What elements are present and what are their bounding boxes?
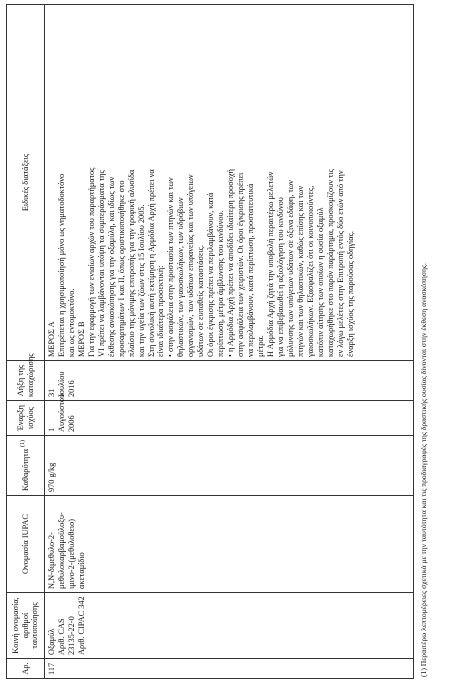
further-studies-line: εν λόγω μελέτες στην Επιτροπή εντός δύο ετών από την [335, 170, 345, 357]
start-line: Αυγούστου [56, 393, 66, 432]
cell-number: 117 [45, 659, 414, 679]
bullet-2-line: στην ασφάλεια των χειριστών. Οι όροι έγκρισης πρέπει [236, 172, 246, 357]
start-line: 2006 [66, 415, 76, 432]
further-studies-line: γαιοσκωλήκων. Εξασφαλίζει ότι οι κοινοποιούντες, [305, 185, 315, 357]
part-b-line: και την υγεία των ζώων στις 15 Ιουλίου 2005. [136, 204, 146, 357]
bullet-1-line: οργανισμών, των υδάτων επιφανείας και των υπόγειων [186, 174, 196, 357]
bullet-1-line: • στην ασφάλεια στην προστασία των πτηνών και των [166, 177, 176, 357]
further-studies-line: κατόπιν αίτησης των οποίων η ουσία οξαμύλ [315, 207, 325, 357]
cell-entry-into-force [45, 393, 414, 436]
cell-purity: 970 g/kg [45, 436, 414, 496]
header-expiry: Λήξη της καταχώρισης [7, 361, 45, 401]
expiry-line: 2016 [66, 380, 76, 397]
header-purity-footnote-mark: (1) [20, 439, 27, 447]
bullet-2-line: • η Αρμόδια Αρχή πρέπει να αποδίδει ιδιαίτερη προσοχή [226, 169, 236, 357]
bullet-1-line: θηλαστικών, των γαιοσκωλήκων, των υδρόβιων [176, 197, 186, 357]
header-entry-into-force: Έναρξη ισχύος [7, 401, 45, 436]
part-a-line: Επιτρέπεται η χρησιμοποίησή μόνο ως νηματοδοκτόνο [56, 173, 66, 357]
conditions-line: περίπτωση, μέτρα άμβλυνσης του κινδύνου. [216, 210, 226, 357]
part-a-title: ΜΕΡΟΣ Α [47, 321, 56, 357]
further-studies-line: καταχωρήθηκε στο παρόν παράρτημα, προσκομίζουν τις [325, 169, 335, 357]
cell-common-name [45, 593, 414, 659]
iupac-line: μεθυλοκαρβαμοϋλοξυ- [56, 512, 66, 589]
bullet-1-line: υδάτων σε ευπαθείς καταστάσεις. [196, 244, 206, 357]
expiry-line: 31 Ιουλίου [47, 371, 66, 397]
footnote: (1) Περαιτέρω λεπτομέρειες σχετικά με την ταυτότητα και τις προδιαγραφές της δραστικής ουσίας δίνονται στην έκθεση ανασκόπησης. [419, 263, 428, 677]
bullet-2-line: να περιλαμβάνουν, κατά περίπτωση, προστατευτικά [246, 183, 256, 357]
table-row [45, 5, 414, 679]
header-iupac-name: Ονομασία IUPAC [7, 496, 45, 593]
iupac-line: ακεταμίδιο [76, 552, 86, 589]
cell-expiry [45, 361, 414, 401]
part-a-line: και ως εντομοκτόνο. [66, 288, 76, 357]
header-purity [7, 436, 45, 496]
bullet-2-line: μέτρα. [256, 335, 266, 357]
header-common-name: Κοινή ονομασία, αριθμοί ταυτοποίησης [7, 593, 45, 659]
further-studies-line: πτηνών και των θηλαστικών, καθώς επίσης και των [295, 185, 305, 357]
name-line: Οξαμύλ [47, 628, 56, 655]
header-number: Αρ. [7, 659, 45, 679]
iupac-line: ιμινο-2-(μεθυλοθειο) [66, 518, 76, 589]
header-specific-provisions: Ειδικές διατάξεις [7, 5, 45, 361]
further-studies-line: μόλυνσης των υπόγειων υδάτων σε όξινα εδάφη, των [285, 180, 295, 357]
part-b-line: VI πρέπει να λαμβάνονται υπόψη τα συμπεράσματα της [96, 170, 106, 357]
active-substance-table [6, 4, 414, 679]
cell-iupac-name [45, 496, 414, 593]
further-studies-line: για να επιβεβαιωθεί η αξιολόγηση του κινδύνου [275, 197, 285, 357]
part-b-line: πλαίσιο της μόνιμης επιτροπής για την τροφική αλυσίδα [126, 169, 136, 357]
part-b-title: ΜΕΡΟΣ Β [76, 321, 86, 357]
part-b-line: Για την εφαρμογή των ενιαίων αρχών του παραρτήματος [86, 167, 96, 357]
cas-number: Αριθ. CAS 23135-22-0 [56, 616, 76, 655]
overall-line: είναι ιδιαίτερα προσεκτική: [156, 265, 166, 357]
cell-specific-provisions [45, 5, 414, 361]
part-b-line: έκθεσης ανασκόπησης για την οξαμύλη, και ιδίως των [106, 176, 116, 357]
iupac-line: N,N-διμεθυλο-2- [47, 532, 56, 589]
conditions-line: Οι όροι έγκρισης πρέπει να περιλαμβάνουν, κατά [206, 192, 216, 357]
part-b-line: προσαρτημάτων I και II, όπως οριστικοποιήθηκε στο [116, 180, 126, 357]
overall-line: Στη συνολική αυτή εκτίμηση η Αρμόδια Αρχή πρέπει να [146, 169, 156, 357]
cipac-number: Αριθ. CIPAC 342 [76, 596, 86, 655]
start-line: 1 [47, 427, 56, 432]
table-header-row [7, 5, 45, 679]
further-studies-line: έναρξη ισχύος της παρούσας οδηγίας. [345, 231, 355, 357]
further-studies-line: Η Αρμόδια Αρχή ζητά την υποβολή περαιτέρω μελετών [265, 171, 275, 357]
header-purity-label: Καθαρότητα [20, 449, 30, 492]
